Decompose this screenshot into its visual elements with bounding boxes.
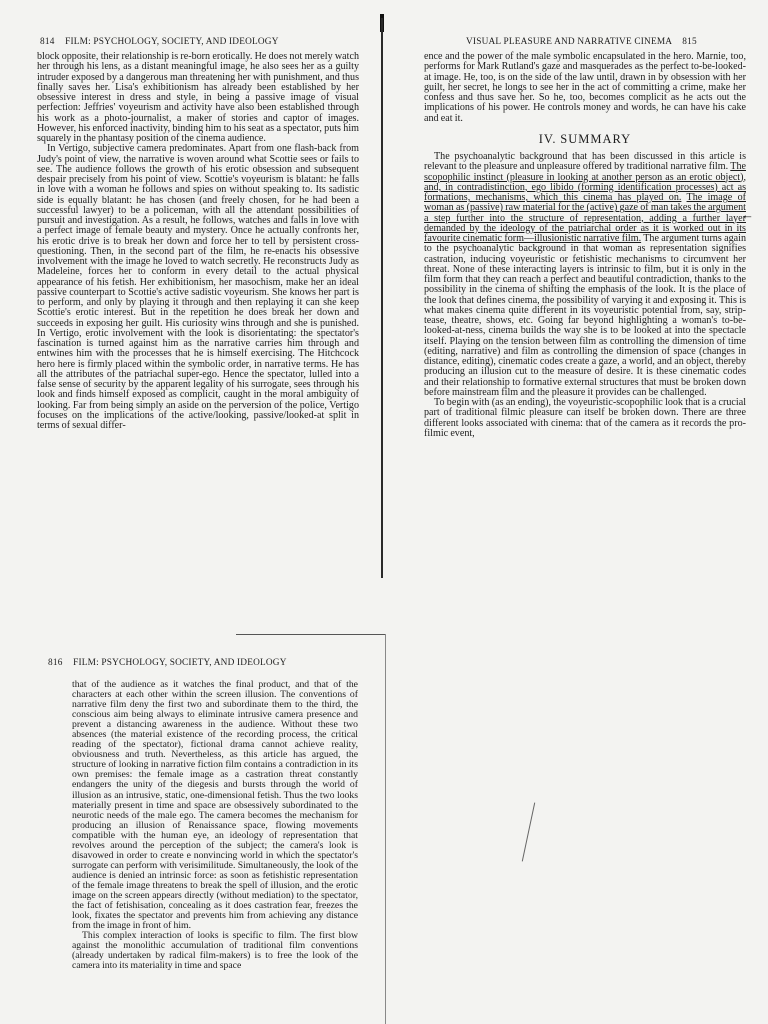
- running-head-title: FILM: PSYCHOLOGY, SOCIETY, AND IDEOLOGY: [65, 37, 279, 47]
- pencil-scratch: [522, 803, 535, 862]
- underlined-passage: The scopophilic instinct (pleasure in looking at another person as an erotic object), and, in contradistinction, ego libido (forming identification processes) act as formations, mechanisms, which this cinema has played on.: [424, 161, 746, 203]
- paragraph: ence and the power of the male symbolic encapsulated in the hero. Marnie, too, performs for Mark Rutland's gaze and masquerades as the perfect to-be-looked-at image. He, too, is on the side of the law until, drawn in by obsession with her guilt, her secret, he longs to see her in the act of committing a crime, make her confess and thus save her. So he, too, becomes complicit as he acts out the implications of his power. He controls money and words, he can have his cake and eat it.: [424, 51, 746, 124]
- running-head-left: [40, 37, 378, 47]
- summary-text: The psychoanalytic background that has been discussed in this article is relevant to the pleasure and unpleasure offered by traditional narrative film.: [424, 151, 746, 173]
- book-spine: [381, 18, 383, 578]
- summary-text: The argument turns again to the psychoanalytic background in that woman as representation signifies castration, inducing voyeuristic or fetishistic mechanisms to circumvent her threat. None of these interacting layers is intrinsic to film, but it is only in the film form that they can reach a perfect and beautiful contradiction, thanks to the possibility in the cinema of shifting the emphasis of the look. It is the place of the look that defines cinema, the possibility of varying it and exposing it. This is what makes cinema quite different in its voyeuristic potential from, say, strip-tease, theatre, shows, etc. Going far beyond highlighting a woman's to-be-looked-at-ness, cinema builds the way she is to be looked at into the spectacle itself. Playing on the tension between film as controlling the dimension of time (editing, narrative) and film as controlling the dimension of space (changes in distance, editing), cinematic codes create a gaze, a world, and an object, thereby producing an illusion cut to the measure of desire. It is these cinematic codes and their relationship to formative external structures that must be broken down before mainstream film and the pleasure it provides can be challenged.: [424, 233, 746, 398]
- page-814: [0, 0, 378, 620]
- running-head-title: VISUAL PLEASURE AND NARRATIVE CINEMA: [466, 37, 672, 47]
- handwritten-arrow-icon: ←: [741, 207, 754, 222]
- paragraph: This complex interaction of looks is specific to film. The first blow against the monolithic accumulation of traditional film conventions (already undertaken by radical film-makers) is to free the look of the camera into its materiality in time and space: [72, 930, 358, 972]
- running-head-bottom: [48, 658, 390, 668]
- paragraph: In Vertigo, subjective camera predominates. Apart from one flash-back from Judy's point of view, the narrative is woven around what Scottie sees or fails to see. The audience follows the growth of his erotic obsession and subsequent despair precisely from his point of view. Scottie's voyeurism is blatant: he falls in love with a woman he follows and spies on without speaking to. Its sadistic side is equally blatant: he has chosen (and freely chosen, for he had been a successful lawyer) to be a policeman, with all the attendant possibilities of pursuit and investigation. As a result, he follows, watches and falls in love with a perfect image of female beauty and mystery. Once he actually confronts her, his erotic drive is to break her down and force her to tell by persistent cross-questioning. Then, in the second part of the film, he re-enacts his obsessive involvement with the image he loved to watch secretly. He reconstructs Judy as Madeleine, forces her to conform in every detail to the actual physical appearance of his fetish. Her exhibitionism, her masochism, make her an ideal passive counterpart to Scottie's active sadistic voyeurism. She knows her part is to perform, and only by playing it through and then replaying it can she keep Scottie's erotic interest. But in the repetition he does break her down and succeeds in exposing her guilt. His curiosity wins through and she is punished. In Vertigo, erotic involvement with the look is disorientating: the spectator's fascination is turned against him as the narrative carries him through and entwines him with the processes that he is himself exercising. The Hitchcock hero here is firmly placed within the symbolic order, in narrative terms. He has all the attributes of the patriachal super-ego. Hence the spectator, lulled into a false sense of security by the apparent legality of his surrogate, sees through his look and finds himself exposed as complicit, caught in the moral ambiguity of looking. Far from being simply an aside on the perversion of the police, Vertigo focuses on the implications of the active/looking, passive/looked-at split in terms of sexual differ-: [37, 143, 359, 431]
- paragraph: To begin with (as an ending), the voyeuristic-scopophilic look that is a crucial part of traditional filmic pleasure can itself be broken down. There are three different looks associated with cinema: that of the camera as it records the pro-filmic event,: [424, 397, 746, 439]
- paragraph: that of the audience as it watches the final product, and that of the characters at each other within the screen illusion. The conventions of narrative film deny the first two and subordinate them to the third, the conscious aim being always to eliminate intrusive camera presence and prevent a distancing awareness in the audience. Without these two absences (the material existence of the recording process, the critical reading of the spectator), fictional drama cannot achieve reality, obviousness and truth. Nevertheless, as this article has argued, the structure of looking in narrative fiction film contains a contradiction in its own premises: the female image as a castration threat constantly endangers the unity of the diegesis and bursts through the world of illusion as an intrusive, static, one-dimensional fetish. Thus the two looks materially present in time and space are obsessively subordinated to the neurotic needs of the male ego. The camera becomes the mechanism for producing an illusion of Renaissance space, flowing movements compatible with the human eye, an ideology of representation that revolves around the perception of the subject; the camera's look is disavowed in order to create e nonvincing world in which the spectator's surrogate can perform with verisimilitude. Simultaneously, the look of the audience is denied an intrinsic force: as soon as fetishistic representation of the female image threatens to break the spell of illusion, and the erotic image on the screen appears directly (without mediation) to the spectator, the fact of fetishisation, concealing as it does castration fear, freezes the look, fixates the spectator and prevents him from achieving any distance from the image in front of him.: [72, 679, 358, 932]
- page-number: 816: [48, 658, 63, 668]
- body-text: [37, 52, 359, 431]
- paragraph: block opposite, their relationship is re-born erotically. He does not merely watch her through his lens, as a distant meaningful image, he also sees her as a guilty intruder exposed by a dangerous man threatening her with punishment, and thus finally saves her. Lisa's exhibitionism has already been established by her obsessive interest in dress and style, in being a passive image of visual perfection: Jeffries' voyeurism and activity have also been established through his work as a photo-journalist, a maker of stories and captor of images. However, his enforced inactivity, binding him to his seat as a spectator, puts him squarely in the phantasy position of the cinema audience.: [37, 51, 359, 144]
- summary-paragraph: [424, 152, 746, 398]
- body-text: [72, 680, 358, 971]
- section-heading: IV. SUMMARY: [538, 131, 632, 146]
- body-text: [424, 52, 746, 439]
- underlined-passage: The image of woman as (passive) raw material for the (active) gaze of man takes the argument a step further into the structure of representation, adding a further layer demanded by the ideology of the patriarchal order as it is worked out in its favourite cinematic form—illusionistic narrative film.: [424, 192, 746, 244]
- page-815: [386, 0, 768, 620]
- page-number: 814: [40, 37, 55, 47]
- running-head-title: FILM: PSYCHOLOGY, SOCIETY, AND IDEOLOGY: [73, 658, 287, 668]
- page-number: 815: [682, 37, 697, 47]
- page-816: [40, 630, 390, 1024]
- running-head-right: [466, 37, 768, 47]
